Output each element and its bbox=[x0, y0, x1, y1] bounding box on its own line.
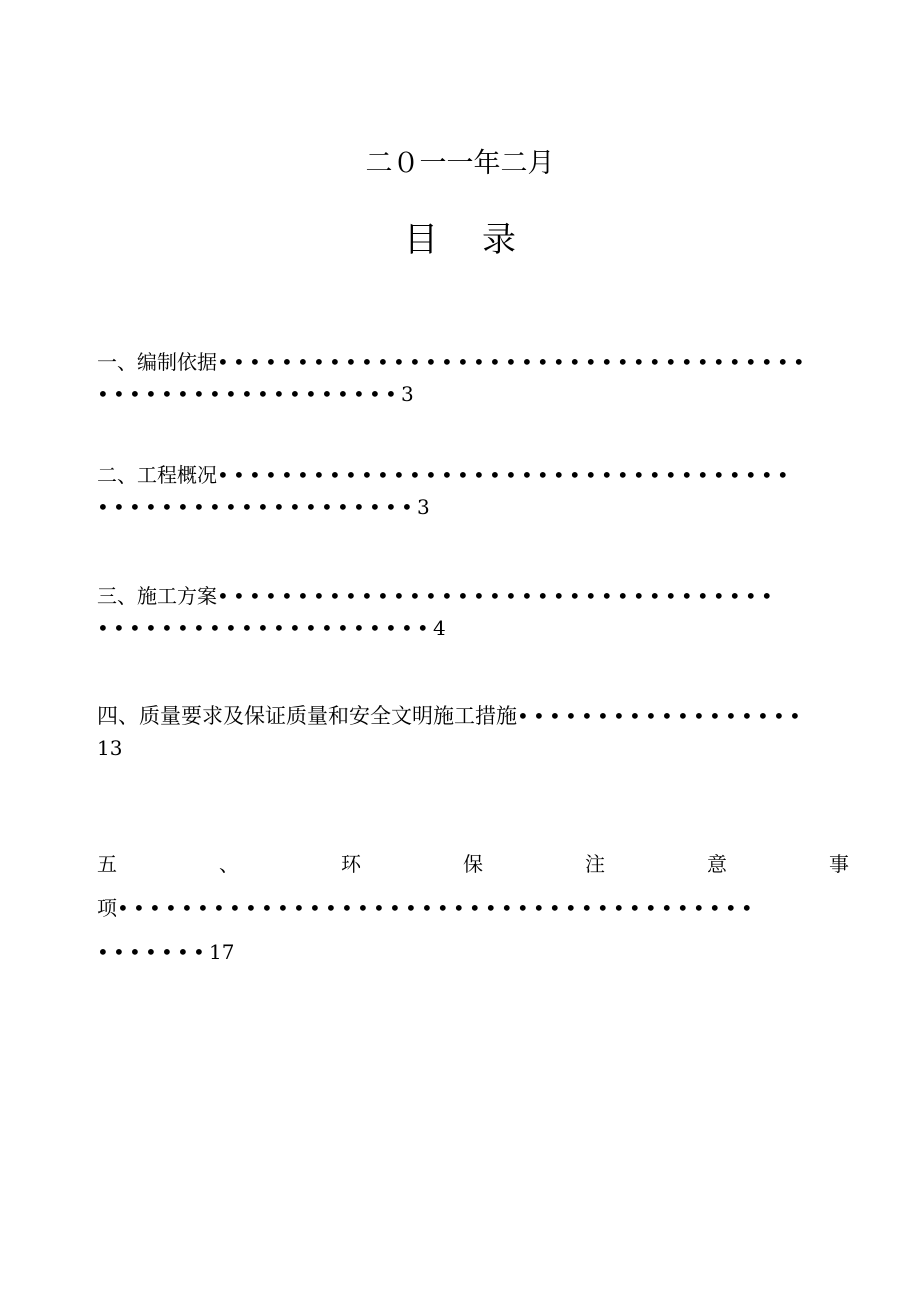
toc-entry-label: 四、质量要求及保证质量和安全文明施工措施 bbox=[97, 704, 517, 728]
toc-entry-label: 三、施工方案 bbox=[97, 584, 217, 608]
toc-label-char: 保 bbox=[463, 852, 483, 876]
toc-leader-dots: ••••••••••••••••••••••••••••••••••••• bbox=[217, 350, 809, 374]
toc-label-char: 事 bbox=[829, 852, 849, 876]
toc-entry[interactable] bbox=[97, 346, 849, 410]
toc-leader-dots: ••••••• bbox=[97, 940, 209, 964]
toc-label-char: 意 bbox=[707, 852, 727, 876]
toc-leader-dots: ••••••••••••••••••••• bbox=[97, 616, 433, 640]
toc-entry-label: 一、编制依据 bbox=[97, 350, 217, 374]
toc-entry[interactable] bbox=[97, 892, 849, 968]
toc-leader-dots: •••••••••••••••••••••••••••••••••••••••• bbox=[117, 896, 757, 920]
toc-entry[interactable] bbox=[97, 580, 849, 644]
toc-page-number: 3 bbox=[416, 495, 430, 519]
toc-title: 目录 bbox=[404, 220, 560, 260]
toc-page-number: 13 bbox=[97, 736, 123, 760]
toc-leader-dots: •••••••••••••••••••••••••••••••••••• bbox=[217, 463, 793, 487]
document-date: 二０一一年二月 bbox=[365, 148, 555, 179]
toc-entry[interactable] bbox=[97, 459, 849, 523]
toc-label-char: 注 bbox=[585, 852, 605, 876]
toc-entry-label-tail: 项 bbox=[97, 896, 117, 920]
toc-leader-dots: •••••••••••••••••••• bbox=[97, 495, 417, 519]
toc-page-number: 17 bbox=[208, 940, 235, 964]
toc-page-number: 4 bbox=[432, 616, 446, 640]
toc-leader-dots: ••••••••••••••••••••••••••••••••••• bbox=[217, 584, 777, 608]
toc-entry[interactable] bbox=[97, 700, 849, 764]
toc-leader-dots: •••••••••••••••••• bbox=[517, 704, 805, 728]
toc-leader-dots: ••••••••••••••••••• bbox=[97, 382, 401, 406]
toc-label-char: 环 bbox=[341, 852, 361, 876]
toc-entry-label: 二、工程概况 bbox=[97, 463, 217, 487]
toc-entry-justified-label bbox=[97, 848, 849, 880]
toc-label-char: 、 bbox=[219, 852, 239, 876]
toc-page-number: 3 bbox=[400, 382, 414, 406]
toc-label-char: 五 bbox=[97, 852, 117, 876]
